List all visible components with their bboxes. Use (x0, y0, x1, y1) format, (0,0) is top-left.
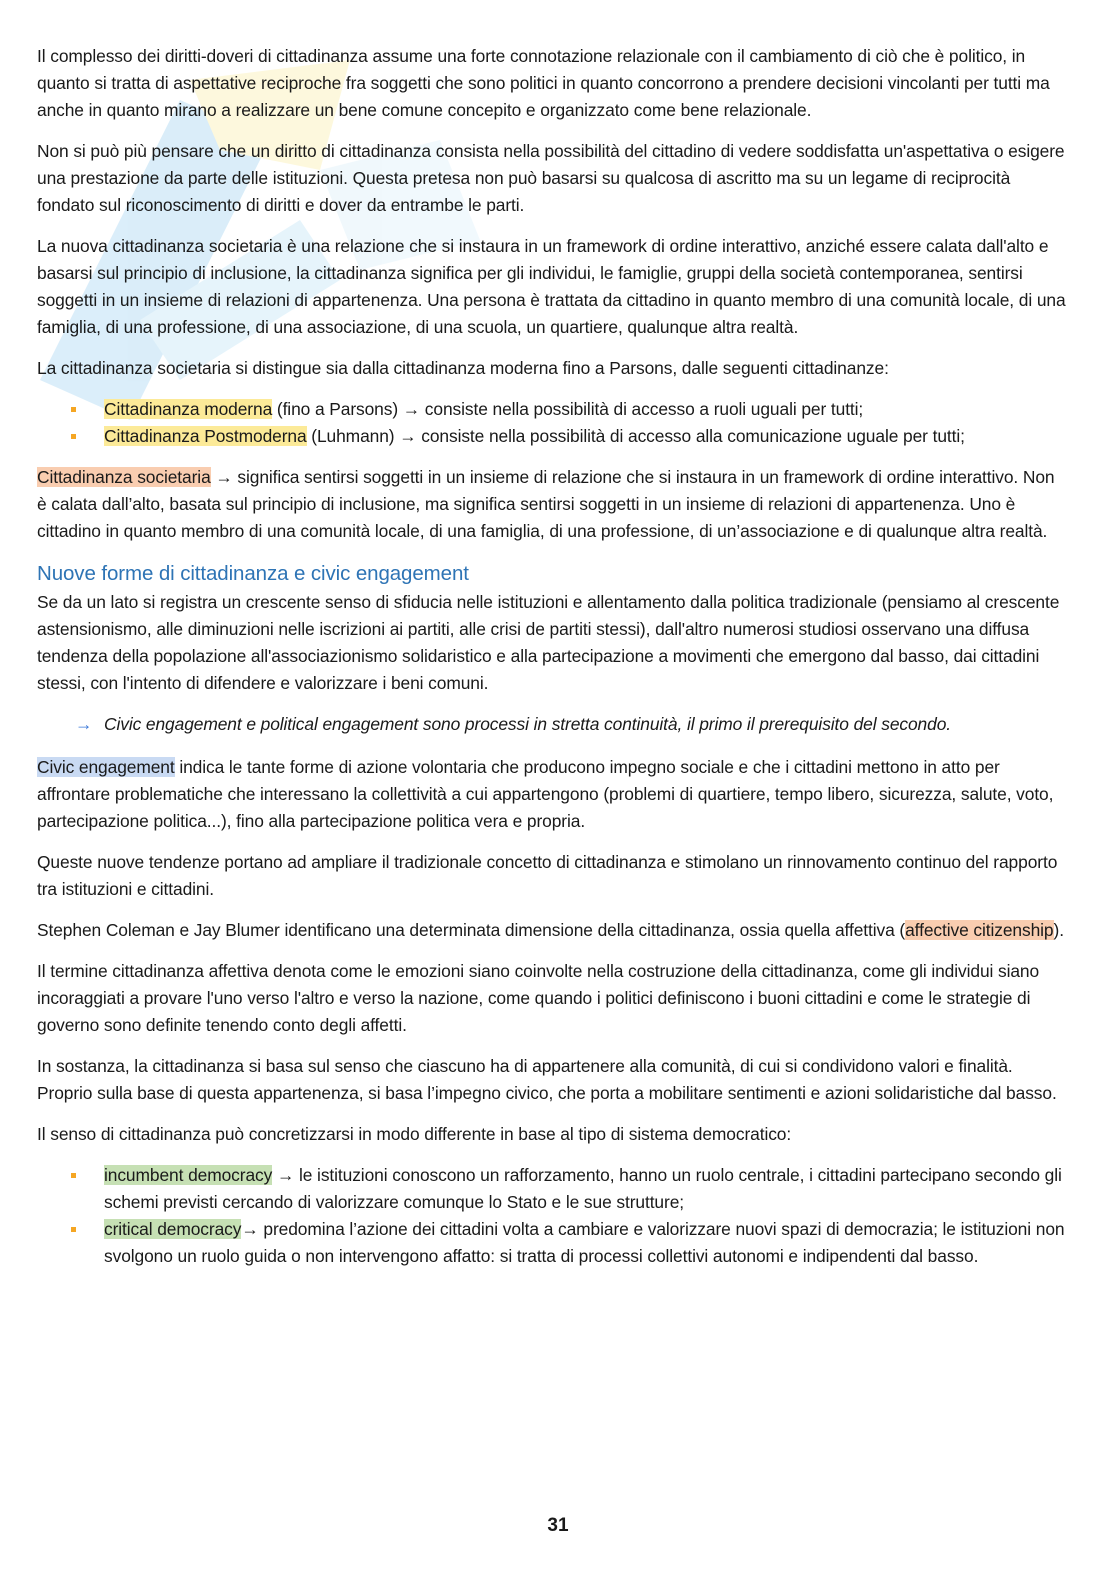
list-item (37, 1162, 1067, 1216)
highlighted-term: Civic engagement (37, 757, 175, 777)
paragraph-belonging: In sostanza, la cittadinanza si basa sul senso che ciascuno ha di appartenere alla comunità, di cui si condividono valori e finalità. Proprio sulla base di questa appartenenza, si basa l’impegno civico, che porta a mobilitare sentimenti e azioni solidaristiche dal basso. (37, 1056, 1057, 1103)
arrow-note (37, 711, 1067, 738)
highlighted-term: Cittadinanza societaria (37, 467, 211, 487)
list-item-text: → le istituzioni conoscono un rafforzamento, hanno un ruolo centrale, i cittadini partecipano secondo gli schemi previsti cercando di valorizzare comunque lo Stato e le sue strutture; (104, 1165, 1062, 1212)
definition-text: indica le tante forme di azione volontaria che producono impegno sociale e che i cittadini mettono in atto per affrontare problematiche che interessano la collettività a cui appartengono (problemi di quartiere, tempo libero, sicurezza, salute, voto, partecipazione politica...), fino alla partecipazione politica vera e propria. (37, 757, 1054, 831)
paragraph-affective (37, 917, 1067, 944)
highlighted-term: Cittadinanza Postmoderna (104, 426, 307, 446)
citizenship-types-list (37, 396, 1067, 450)
paragraph-rights: Non si può più pensare che un diritto di cittadinanza consista nella possibilità del cittadino di vedere soddisfatta un'aspettativa o esigere una prestazione da parte delle istituzioni. Questa pretesa non può basarsi su qualcosa di ascritto ma su un legame di reciprocità fondato sul riconoscimento di diritti e dover da entrambe le parti. (37, 141, 1065, 215)
paragraph-relational: Il complesso dei diritti-doveri di cittadinanza assume una forte connotazione relazionale con il cambiamento di ciò che è politico, in quanto si tratta di aspettative reciproche fra soggetti che sono politici in quanto concorrono a prendere decisioni vincolanti per tutti ma anche in quanto mirano a realizzare un bene comune concepito e organizzato come bene relazionale. (37, 46, 1050, 120)
square-bullet-icon (71, 434, 76, 439)
highlighted-term: affective citizenship (905, 920, 1054, 940)
list-item (37, 423, 1067, 450)
square-bullet-icon (71, 1227, 76, 1232)
definition-text: → significa sentirsi soggetti in un insieme di relazione che si instaura in un framework di ordine interattivo. Non è calata dall’alto, basata sul principio di inclusione, ma significa sentirsi soggetti in un insieme di relazioni di appartenenza. Uno è cittadino in quanto membro di una comunità locale, di una famiglia, di una professione, di un’associazione e di qualunque altra realtà. (37, 467, 1055, 541)
highlighted-term: critical democracy (104, 1219, 242, 1239)
list-item-text: (Luhmann) → consiste nella possibilità di accesso alla comunicazione uguale per tutti; (306, 426, 965, 446)
paragraph-civic-engagement (37, 754, 1067, 835)
list-item-text: (fino a Parsons) → consiste nella possibilità di accesso a ruoli uguali per tutti; (272, 399, 864, 419)
paragraph-societal-citizenship: La nuova cittadinanza societaria è una relazione che si instaura in un framework di ordine interattivo, anziché essere calata dall'alto e basarsi sul principio di inclusione, la cittadinanza significa per gli individui, le famiglie, gruppi della società contemporanea, sentirsi soggetti in un insieme di relazioni di appartenenza. Una persona è trattata da cittadino in quanto membro di una comunità locale, di una famiglia, di una professione, di una associazione, di una scuola, un quartiere, qualunque altra realtà. (37, 236, 1066, 337)
arrow-right-icon: → (75, 714, 93, 734)
paragraph-text: ). (1053, 920, 1064, 940)
list-item (37, 396, 1067, 423)
page-number: 31 (547, 1515, 569, 1536)
list-item-text: → predomina l’azione dei cittadini volta a cambiare e valorizzare nuovi spazi di democrazia; le istituzioni non svolgono un ruolo guida o non intervengono affatto: si tratta di processi collettivi autonomi e indipendenti dal basso. (104, 1219, 1065, 1266)
democracy-types-list (37, 1162, 1067, 1270)
highlighted-term: Cittadinanza moderna (104, 399, 273, 419)
list-item (37, 1216, 1067, 1270)
highlighted-term: incumbent democracy (104, 1165, 273, 1185)
paragraph-affective-definition: Il termine cittadinanza affettiva denota come le emozioni siano coinvolte nella costruzione della cittadinanza, come gli individui siano incoraggiati a provare l'uno verso l'altro e verso la nazione, come quando i politici definiscono i buoni cittadini e come le strategie di governo sono definite tenendo conto degli affetti. (37, 961, 1040, 1035)
paragraph-new-trends: Queste nuove tendenze portano ad ampliare il tradizionale concetto di cittadinanza e stimolano un rinnovamento continuo del rapporto tra istituzioni e cittadini. (37, 852, 1058, 899)
section-heading: Nuove forme di cittadinanza e civic engagement (37, 562, 469, 585)
paragraph-democracy-types: Il senso di cittadinanza può concretizzarsi in modo differente in base al tipo di sistema democratico: (37, 1124, 792, 1144)
paragraph-trends: Se da un lato si registra un crescente senso di sfiducia nelle istituzioni e allentamento dalla politica tradizionale (pensiamo al crescente astensionismo, alle diminuzioni nelle iscrizioni ai partiti, alle crisi de partiti stessi), dall'altro numerosi studiosi osservano una diffusa tendenza della popolazione all'associazionismo solidaristico e alla partecipazione a movimenti che emergono dal basso, dai cittadini stessi, con l'intento di difendere e valorizzare i beni comuni. (37, 592, 1060, 693)
document-page (37, 43, 1067, 1284)
paragraph-distinction: La cittadinanza societaria si distingue sia dalla cittadinanza moderna fino a Parsons, dalle seguenti cittadinanze: (37, 358, 889, 378)
paragraph-societaria-definition (37, 464, 1067, 545)
paragraph-text: Stephen Coleman e Jay Blumer identificano una determinata dimensione della cittadinanza, ossia quella affettiva ( (37, 920, 906, 940)
square-bullet-icon (71, 407, 76, 412)
square-bullet-icon (71, 1173, 76, 1178)
arrow-note-text: Civic engagement e political engagement sono processi in stretta continuità, il primo il prerequisito del secondo. (104, 714, 952, 734)
